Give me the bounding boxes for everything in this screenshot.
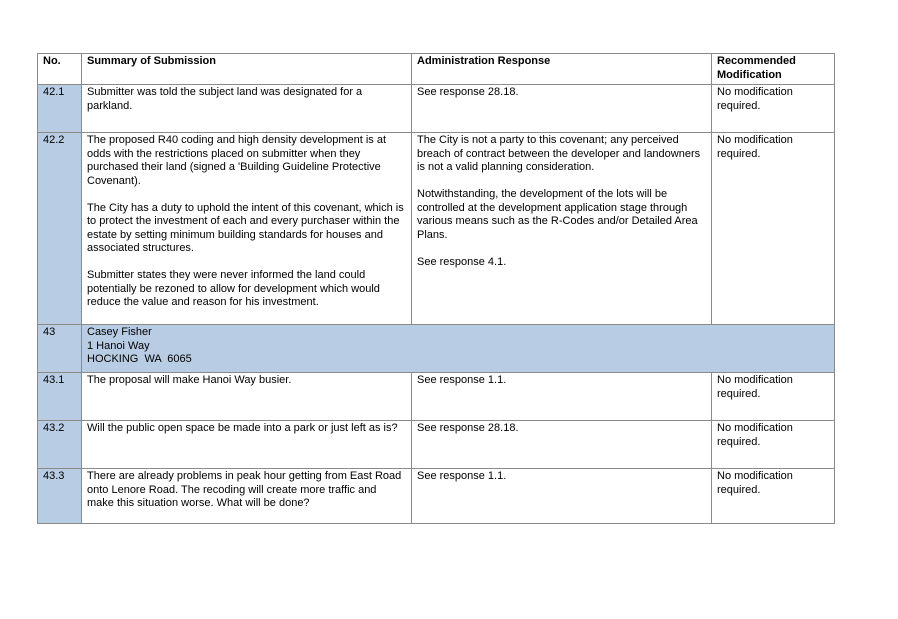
submitter-address-line1: 1 Hanoi Way [87, 339, 150, 352]
response-text: See response 28.18. [417, 86, 519, 98]
summary-cell: The proposal will make Hanoi Way busier. [82, 373, 412, 421]
summary-cell [82, 133, 412, 325]
row-number: 43.1 [38, 373, 82, 421]
submissions-table [37, 53, 835, 524]
header-no: No. [38, 54, 82, 85]
modification-cell: No modification required. [712, 373, 835, 421]
group-number: 43 [38, 325, 82, 373]
header-modification [712, 54, 835, 85]
submitter-details [82, 325, 835, 373]
response-cell [412, 133, 712, 325]
submitter-name: Casey Fisher [87, 326, 152, 338]
row-number: 43.2 [38, 421, 82, 469]
row-number: 43.3 [38, 469, 82, 524]
modification-cell: No modification required. [712, 469, 835, 524]
modification-cell: No modification required. [712, 85, 835, 133]
row-number: 42.2 [38, 133, 82, 325]
table-row [38, 373, 835, 421]
table-row [38, 469, 835, 524]
summary-paragraph: Submitter states they were never informed the land could potentially be rezoned to allow for development which would reduce the value and reason for his investment. [87, 269, 380, 308]
modification-cell: No modification required. [712, 421, 835, 469]
summary-paragraph: The proposed R40 coding and high density development is at odds with the restrictions placed on submitter when they purchased their land (signed a 'Building Guideline Protective Covenant). [87, 134, 387, 187]
modification-cell: No modification required. [712, 133, 835, 325]
response-paragraph: See response 4.1. [417, 255, 507, 268]
header-modification-line1: Recommended [717, 55, 796, 67]
summary-cell: Will the public open space be made into a park or just left as is? [82, 421, 412, 469]
row-number: 42.1 [38, 85, 82, 133]
table-header-row [38, 54, 835, 85]
table-row [38, 85, 835, 133]
summary-cell [82, 85, 412, 133]
summary-paragraph: The City has a duty to uphold the intent of this covenant, which is to protect the investment of each and every purchaser within the estate by setting minimum building standards for houses and associated structures. [87, 201, 404, 254]
header-modification-line2: Modification [717, 68, 782, 81]
response-cell: See response 1.1. [412, 373, 712, 421]
summary-text: Submitter was told the subject land was designated for a parkland. [87, 86, 363, 112]
response-cell: See response 28.18. [412, 421, 712, 469]
header-response: Administration Response [412, 54, 712, 85]
response-paragraph: The City is not a party to this covenant; any perceived breach of contract between the developer and landowners is not a valid planning consideration. [417, 134, 701, 173]
table-row [38, 133, 835, 325]
submitter-address-line2: HOCKING WA 6065 [87, 353, 192, 365]
summary-cell: There are already problems in peak hour getting from East Road onto Lenore Road. The recoding will create more traffic and make this situation worse. What will be done? [82, 469, 412, 524]
header-summary: Summary of Submission [82, 54, 412, 85]
response-cell: See response 1.1. [412, 469, 712, 524]
submitter-group-row [38, 325, 835, 373]
response-paragraph: Notwithstanding, the development of the lots will be controlled at the development application stage through various means such as the R-Codes and/or Detailed Area Plans. [417, 188, 698, 241]
table-row [38, 421, 835, 469]
response-cell [412, 85, 712, 133]
